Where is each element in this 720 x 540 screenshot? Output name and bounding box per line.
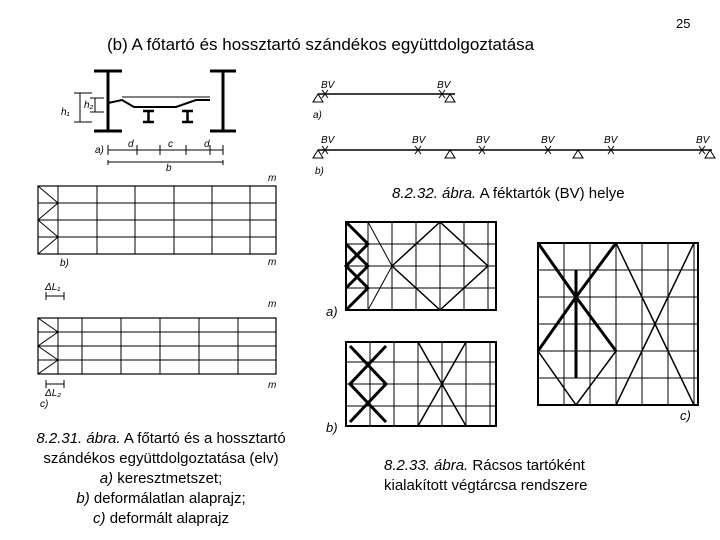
caption-text: keresztmetszet;: [113, 470, 223, 487]
caption-item-label: a): [99, 470, 114, 487]
label-a-lattice: a): [326, 304, 338, 319]
caption-text: A féktartók (BV) helye: [476, 185, 625, 202]
h1-label: h₁: [61, 107, 70, 118]
deformed-plan-drawing: [38, 282, 276, 410]
label-m-bottom: m: [268, 257, 277, 268]
label-b: b): [60, 258, 69, 269]
label-c: c: [168, 139, 173, 150]
caption-text: Rácsos tartóként: [468, 457, 585, 474]
figure-number: 8.2.32. ábra.: [392, 185, 477, 202]
label-d-right: d: [204, 139, 210, 150]
label-b-bv: b): [315, 166, 324, 177]
lattice-end-frame-a: [326, 222, 496, 319]
caption-text: A főtartó és a hossztartó: [120, 430, 286, 447]
caption-text: kialakított végtárcsa rendszere: [384, 477, 588, 494]
label-m-bottom-c: m: [268, 380, 277, 391]
figure-number: 8.2.31. ábra.: [36, 430, 121, 447]
label-a: a): [95, 145, 104, 156]
label-dl2: ΔL₂: [45, 388, 62, 399]
label-m-top: m: [268, 173, 277, 184]
label-dl1: ΔL₁: [45, 282, 61, 293]
bv-label: BV: [604, 135, 618, 146]
undeformed-plan-drawing: [38, 173, 276, 269]
h2-label: h₂: [84, 100, 94, 111]
bv-label: BV: [437, 80, 451, 91]
label-m-top-c: m: [268, 299, 277, 310]
bv-label: BV: [541, 135, 555, 146]
bv-label: BV: [321, 80, 335, 91]
bv-label: BV: [476, 135, 490, 146]
lattice-end-frame-b: [326, 342, 496, 435]
cross-section-drawing: [61, 71, 236, 174]
caption-text: szándékos együttdolgoztatása (elv): [43, 450, 279, 467]
bv-label: BV: [412, 135, 426, 146]
page-number: 25: [676, 16, 691, 31]
slide-title: (b) A főtartó és hossztartó szándékos együttdolgoztatása: [107, 35, 535, 54]
braking-girder-drawing: [313, 80, 715, 177]
label-dim-b: b: [166, 163, 172, 174]
label-a-bv: a): [313, 110, 322, 121]
label-c-lattice: c): [680, 408, 691, 423]
caption-text: deformált alaprajz: [105, 510, 229, 527]
bv-label: BV: [696, 135, 710, 146]
caption-item-label: b): [76, 490, 90, 507]
label-b-lattice: b): [326, 420, 338, 435]
figure-number: 8.2.33. ábra.: [384, 457, 469, 474]
bv-label: BV: [321, 135, 335, 146]
label-d-left: d: [128, 139, 134, 150]
caption-item-label: c): [93, 510, 106, 527]
lattice-end-frame-c: [538, 243, 698, 423]
label-c-fig: c): [40, 399, 49, 410]
caption-text: deformálatlan alaprajz;: [89, 490, 246, 507]
